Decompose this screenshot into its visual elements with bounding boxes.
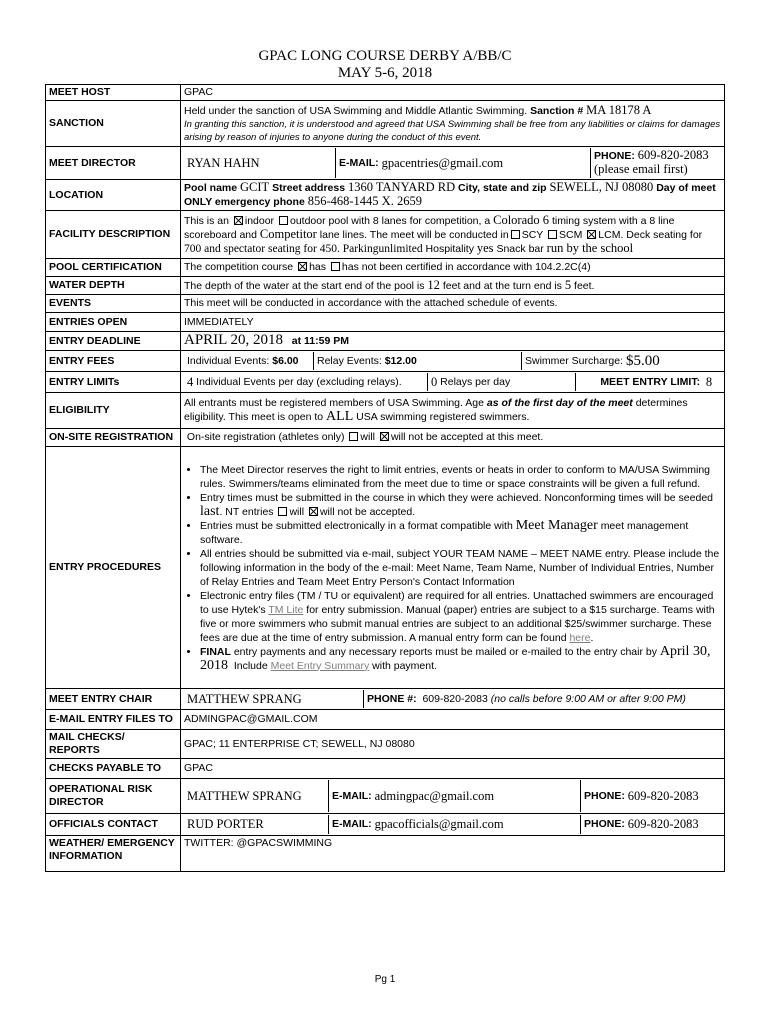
label-sanction: SANCTION — [46, 101, 181, 147]
page-number: Pg 1 — [374, 974, 396, 985]
label-entry-procedures: ENTRY PROCEDURES — [46, 447, 181, 689]
list-item: • Electronic entry files (TM / TU or equivalent) are required for all entries. Unattached swimmers are encouraged to use Hytek's TM Lite for entry submission. Manual (paper) entries are subject to a $15 surcharge. Teams with five or more swimmers who submit manual entries are subject to an additional $25/swimmer surcharge. These fees are due at the time of entry submission. A manual entry form can be found here. — [200, 589, 721, 645]
list-item: • All entries should be submitted via e-mail, subject YOUR TEAM NAME – MEET NAME entry. Please include the following information in the body of the e-mail: Meet Name, Team Name, Number of Individual Entries, Number of Relay Entries and Team Meet Entry Person's Contact Information — [200, 547, 721, 589]
checkbox-onsite-will-not-checked[interactable] — [380, 432, 389, 441]
value-entries-open: IMMEDIATELY — [181, 313, 725, 332]
procedures-list — [184, 463, 721, 673]
value-email-files[interactable]: ADMINGPAC@GMAIL.COM — [181, 710, 725, 730]
sanction-text: Held under the sanction of USA Swimming and Middle Atlantic Swimming. — [184, 104, 528, 117]
row-entry-fees: ENTRY FEES Individual Events: $6.00 Relay Events: $12.00 Swimmer Surcharge: $5.00 — [46, 351, 725, 372]
label-officials-contact: OFFICIALS CONTACT — [46, 814, 181, 836]
row-mail-checks — [46, 730, 725, 759]
label-mail-checks: MAIL CHECKS/ REPORTS — [46, 730, 181, 759]
meet-title: GPAC LONG COURSE DERBY A/BB/C — [258, 48, 512, 64]
checkbox-scy[interactable] — [511, 230, 520, 239]
deadline-date: APRIL 20, 2018 — [184, 332, 284, 348]
label-meet-director: MEET DIRECTOR — [46, 147, 181, 180]
entry-chair-name: MATTHEW SPRANG — [184, 690, 364, 708]
row-meet-director — [46, 147, 725, 180]
value-sanction — [181, 101, 725, 147]
row-entry-deadline — [46, 332, 725, 351]
meet-entry-limit: 8 — [705, 374, 713, 389]
label-meet-host: MEET HOST — [46, 85, 181, 101]
label-eligibility: ELIGIBILITY — [46, 393, 181, 429]
deadline-time: at 11:59 PM — [291, 335, 349, 347]
checkbox-indoor-checked[interactable] — [234, 216, 243, 225]
label-facility: FACILITY DESCRIPTION — [46, 211, 181, 259]
director-email-label: E-MAIL: — [339, 156, 379, 169]
label-weather-emergency: WEATHER/ EMERGENCY INFORMATION — [46, 836, 181, 872]
row-entry-limits: ENTRY LIMITs 4 Individual Events per day (excluding relays). 0 Relays per day MEET ENTRY LIMIT: 8 — [46, 372, 725, 393]
label-checks-payable: CHECKS PAYABLE TO — [46, 759, 181, 779]
label-entry-limits: ENTRY LIMITs — [46, 372, 181, 393]
checkbox-scm[interactable] — [548, 230, 557, 239]
checkbox-not-certified[interactable] — [331, 262, 340, 271]
sanction-number-label: Sanction # — [530, 104, 584, 117]
label-water-depth: WATER DEPTH — [46, 277, 181, 295]
risk-director-name: MATTHEW SPRANG — [184, 780, 329, 812]
value-meet-host: GPAC — [181, 85, 725, 101]
director-phone-note: (please email first) — [594, 162, 688, 176]
list-item: • Entry times must be submitted in the course in which they were achieved. Nonconforming times will be seeded last. NT entries will will not be accepted. — [200, 491, 721, 519]
sanction-number: MA 18178 A — [586, 102, 652, 117]
row-onsite-registration: ON-SITE REGISTRATION On-site registration (athletes only) will will not be accepted at this meet. — [46, 429, 725, 447]
tm-lite-link[interactable]: TM Lite — [268, 603, 304, 616]
row-water-depth: WATER DEPTH The depth of the water at the start end of the pool is 12 feet and at the turn end is 5 feet. — [46, 277, 725, 295]
risk-director-email[interactable]: admingpac@gmail.com — [374, 788, 495, 803]
director-email[interactable]: gpacentries@gmail.com — [381, 155, 504, 170]
checkbox-certified-checked[interactable] — [298, 262, 307, 271]
label-entry-deadline: ENTRY DEADLINE — [46, 332, 181, 351]
checkbox-onsite-will[interactable] — [349, 432, 358, 441]
label-entries-open: ENTRIES OPEN — [46, 313, 181, 332]
row-meet-host — [46, 85, 725, 101]
entry-chair-phone: 609-820-2083 — [422, 692, 488, 705]
officials-name: RUD PORTER — [184, 815, 329, 834]
row-entry-chair: MEET ENTRY CHAIR MATTHEW SPRANG PHONE #: 609-820-2083 (no calls before 9:00 AM or after 9:00 PM) — [46, 689, 725, 710]
row-entry-procedures — [46, 447, 725, 689]
fee-surcharge: $5.00 — [625, 352, 660, 369]
meet-entry-summary-link[interactable]: Meet Entry Summary — [270, 659, 370, 672]
row-eligibility: ELIGIBILITY All entrants must be registered members of USA Swimming. Age as of the first day of the meet determines eligibility. This meet is open to ALL USA swimming registered swimmers. — [46, 393, 725, 429]
director-phone: 609-820-2083 — [637, 148, 709, 162]
value-mail-checks: GPAC; 11 ENTERPRISE CT; SEWELL, NJ 08080 — [181, 730, 725, 759]
checkbox-nt-will[interactable] — [278, 507, 287, 516]
label-pool-certification: POOL CERTIFICATION — [46, 259, 181, 277]
value-weather-emergency: TWITTER: @GPACSWIMMING — [181, 836, 725, 872]
list-item: • The Meet Director reserves the right to limit entries, events or heats in order to conform to MA/USA Swimming rules. Swimmers/teams eliminated from the meet due to time or space constraints will be given a full refund. — [200, 463, 721, 491]
meet-info-table — [45, 84, 725, 872]
meet-dates: MAY 5-6, 2018 — [337, 65, 433, 81]
list-item: • FINAL entry payments and any necessary reports must be mailed or e-mailed to the entry chair by April 30, 2018 Include Meet Entry Summary with payment. — [200, 645, 721, 673]
label-onsite-registration: ON-SITE REGISTRATION — [46, 429, 181, 447]
row-officials-contact: OFFICIALS CONTACT RUD PORTER E-MAIL: gpacofficials@gmail.com PHONE: 609-820-2083 — [46, 814, 725, 836]
director-name: RYAN HAHN — [184, 148, 336, 178]
row-events — [46, 295, 725, 313]
row-entries-open — [46, 313, 725, 332]
sanction-disclaimer: In granting this sanction, it is understood and agreed that USA Swimming shall be free from any liabilities or claims for damages arising by reason of injuries to anyone during the conduct of this event. — [184, 118, 721, 143]
row-email-files — [46, 710, 725, 730]
row-pool-certification: POOL CERTIFICATION The competition course has has not been certified in accordance with 104.2.2C(4) — [46, 259, 725, 277]
label-risk-director: OPERATIONAL RISK DIRECTOR — [46, 779, 181, 814]
checkbox-lcm-checked[interactable] — [587, 230, 596, 239]
row-risk-director: OPERATIONAL RISK DIRECTOR MATTHEW SPRANG E-MAIL: admingpac@gmail.com PHONE: 609-820-2083 — [46, 779, 725, 814]
row-location — [46, 180, 725, 211]
officials-phone: 609-820-2083 — [627, 817, 699, 831]
row-checks-payable — [46, 759, 725, 779]
label-entry-fees: ENTRY FEES — [46, 351, 181, 372]
value-facility: This is an indoor outdoor pool with 8 lanes for competition, a Colorado 6 timing system with a 8 line scoreboard and Competitor lane lines. The meet will be conducted in SCY SCM LCM. Deck seating for 700 and spectator seating for 450. Parkingunlimited Hospitality yes Snack bar run by the school — [181, 211, 725, 259]
label-location: LOCATION — [46, 180, 181, 211]
fee-individual: $6.00 — [272, 354, 299, 367]
director-phone-label: PHONE: — [594, 150, 635, 162]
row-weather-emergency — [46, 836, 725, 872]
value-checks-payable: GPAC — [181, 759, 725, 779]
value-location: Pool name GCIT Street address 1360 TANYARD RD City, state and zip SEWELL, NJ 08080 Day of meet ONLY emergency phone 856-468-1445 X. 2659 — [181, 180, 725, 211]
row-facility — [46, 211, 725, 259]
checkbox-nt-will-not-checked[interactable] — [309, 507, 318, 516]
fee-relay: $12.00 — [384, 354, 417, 367]
value-events: This meet will be conducted in accordance with the attached schedule of events. — [181, 295, 725, 313]
risk-director-phone: 609-820-2083 — [627, 788, 699, 803]
manual-entry-form-link[interactable]: here — [569, 631, 591, 644]
label-events: EVENTS — [46, 295, 181, 313]
list-item: • Entries must be submitted electronically in a format compatible with Meet Manager meet management software. — [200, 519, 721, 547]
label-email-files: E-MAIL ENTRY FILES TO — [46, 710, 181, 730]
row-sanction — [46, 101, 725, 147]
label-entry-chair: MEET ENTRY CHAIR — [46, 689, 181, 710]
officials-email[interactable]: gpacofficials@gmail.com — [374, 817, 504, 831]
checkbox-outdoor[interactable] — [279, 216, 288, 225]
